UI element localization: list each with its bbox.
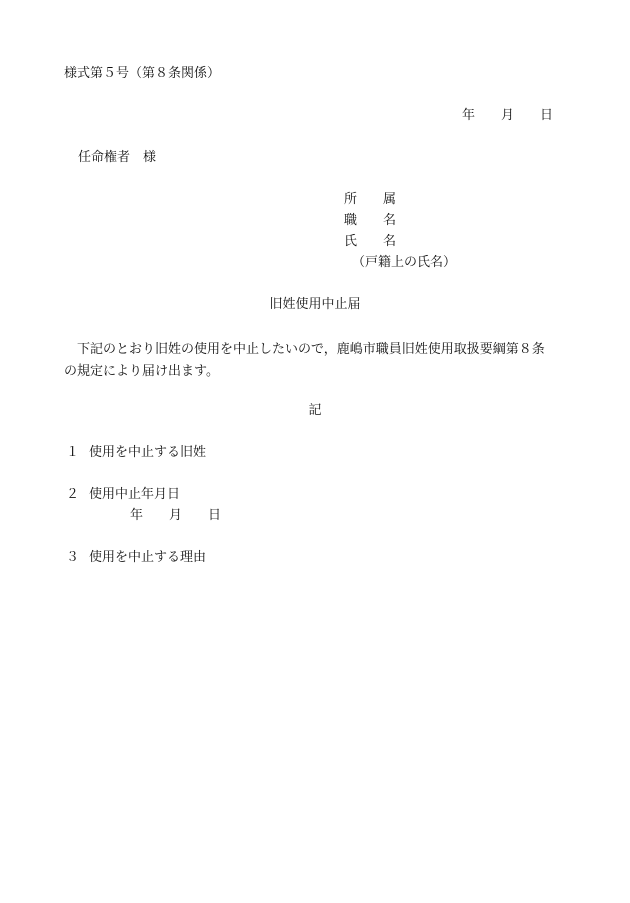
body-line-1: 下記のとおり旧姓の使用を中止したいので，鹿嶋市職員旧姓使用取扱要綱第８条 (77, 342, 545, 357)
item-number: ２ (66, 487, 80, 502)
item-former-surname (66, 445, 206, 461)
item-label: 使用を中止する理由 (89, 550, 207, 565)
stop-date-line: 年 月 日 (130, 508, 222, 523)
item-label: 使用中止年月日 (89, 487, 181, 502)
body-paragraph (64, 339, 566, 383)
item-number: １ (66, 445, 80, 460)
form-number: 様式第５号（第８条関係） (64, 66, 221, 81)
name-field-label: 氏 名 (344, 234, 397, 249)
item-stop-date (66, 487, 180, 503)
body-line-2: の規定により届け出ます。 (64, 364, 219, 379)
submission-date-line: 年 月 日 (462, 108, 554, 123)
item-label: 使用を中止する旧姓 (89, 445, 207, 460)
sender-block (344, 192, 456, 276)
name-note: （戸籍上の氏名） (352, 255, 457, 270)
ki-heading: 記 (308, 403, 322, 418)
department-field-label: 所 属 (344, 192, 397, 207)
job-title-field-label: 職 名 (344, 213, 397, 228)
document-title: 旧姓使用中止届 (269, 297, 361, 312)
item-reason (66, 550, 206, 566)
item-number: ３ (66, 550, 80, 565)
addressee: 任命権者 様 (78, 150, 157, 165)
